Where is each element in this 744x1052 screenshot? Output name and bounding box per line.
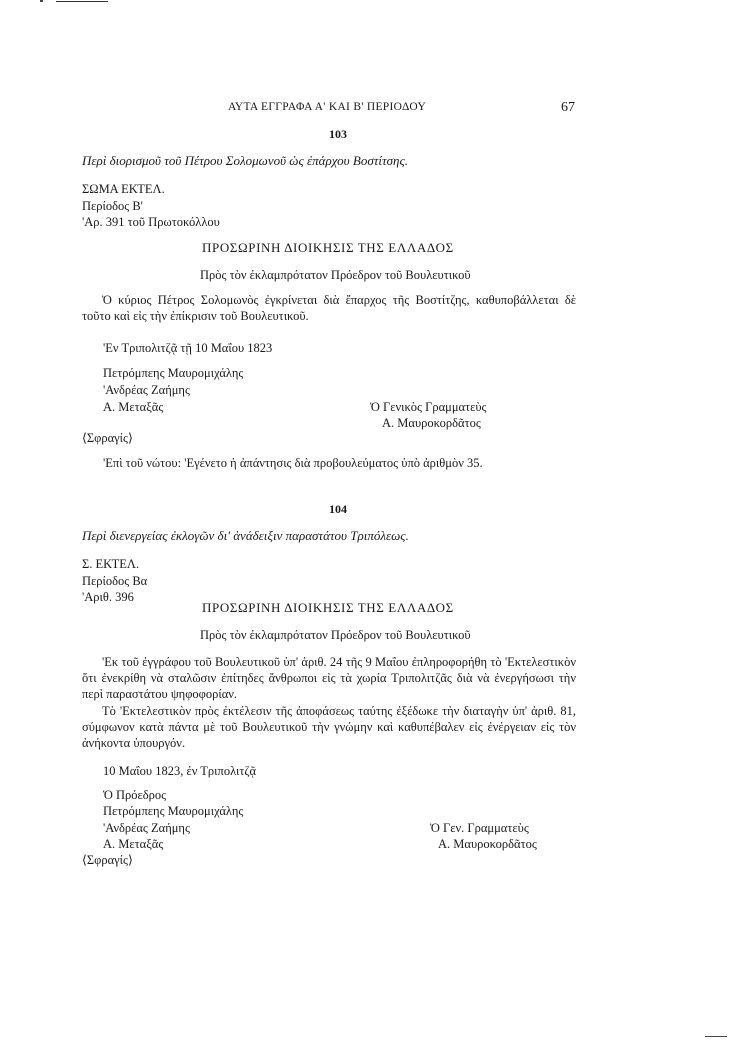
signatory: 'Ανδρέας Ζαήμης (103, 821, 190, 835)
document-number: 103 (329, 127, 347, 141)
issuing-authority: ΠΡΟΣΩΡΙΝΗ ΔΙΟΙΚΗΣΙΣ ΤΗΣ ΕΛΛΑΔΟΣ (202, 600, 454, 615)
running-header: ΑΥΤΑ ΕΓΓΡΑΦΑ Α' ΚΑΙ Β' ΠΕΡΙΟΔΟΥ (228, 101, 427, 113)
document-title: Περὶ διορισμοῦ τοῦ Πέτρου Σολομωνοῦ ὡς ἐπάρχου Βοστίτσης. (82, 153, 409, 168)
scan-artifact (40, 0, 43, 2)
signatory: 'Ανδρέας Ζαήμης (103, 383, 190, 397)
document-title: Περὶ διενεργείας ἐκλογῶν δι' ἀνάδειξιν παραστάτου Τριπόλεως. (82, 528, 409, 543)
seal-note: ⟨Σφραγίς⟩ (82, 431, 133, 445)
addressee: Πρὸς τὸν ἐκλαμπρότατον Πρόεδρον τοῦ Βουλευτικοῦ (200, 628, 471, 642)
president-title: Ὁ Πρόεδρος (103, 788, 167, 802)
secretary-name: Α. Μαυροκορδᾶτος (382, 416, 481, 430)
reference-line: Σ. ΕΚΤΕΛ. (82, 557, 140, 571)
document-date: 'Εν Τριπολιτζᾷ τῇ 10 Μαΐου 1823 (103, 341, 273, 355)
reference-line: 'Αριθ. 396 (82, 590, 134, 604)
signatory: Πετρόμπεης Μαυρομιχάλης (103, 366, 244, 380)
reference-line: 'Αρ. 391 τοῦ Πρωτοκόλλου (82, 215, 220, 229)
body-paragraph (82, 703, 576, 751)
signatory: Α. Μεταξᾶς (103, 837, 164, 851)
seal-note: ⟨Σφραγίς⟩ (82, 853, 133, 867)
reference-line: Περίοδος Βα (82, 574, 148, 588)
signatory: Πετρόμπεης Μαυρομιχάλης (103, 804, 244, 818)
page-number: 67 (561, 100, 575, 115)
scan-artifact (705, 1036, 727, 1037)
body-text: 'Εκ τοῦ ἐγγράφου τοῦ Βουλευτικοῦ ὑπ' ἀριθ. 24 τῆς 9 Μαΐου ἐπληροφορήθη τὸ 'Εκτελεστικὸν ὅτι ἐνεκρίθη νὰ σταλῶσιν ἐπίτηδες ἄνθρωποι εἰς τὰ χωρία Τριπολιτζᾶς διὰ νὰ ἐνεργήσωσι τὴν περὶ παραστάτου ψηφοφορίαν. (82, 655, 576, 701)
addressee: Πρὸς τὸν ἐκλαμπρότατον Πρόεδρον τοῦ Βουλευτικοῦ (200, 268, 471, 282)
secretary-title: Ὁ Γενικὸς Γραμματεὺς (370, 400, 487, 414)
body-paragraph (82, 654, 576, 702)
body-paragraph (82, 292, 576, 324)
reference-line: ΣΩΜΑ ΕΚΤΕΛ. (82, 182, 165, 196)
issuing-authority: ΠΡΟΣΩΡΙΝΗ ΔΙΟΙΚΗΣΙΣ ΤΗΣ ΕΛΛΑΔΟΣ (202, 240, 454, 255)
body-text: Τὸ 'Εκτελεστικὸν πρὸς ἐκτέλεσιν τῆς ἀποφάσεως ταύτης ἐξέδωκε τὴν διαταγὴν ὑπ' ἀριθ. 81, σύμφωνον κατὰ πάντα μὲ τοῦ Βουλευτικοῦ τὴν γνώμην καὶ καθυπέβαλεν εἰς ἐνέργειαν εἰς τὸν ἀνήκοντα ὑπουργόν. (82, 704, 576, 750)
body-text: Ὁ κύριος Πέτρος Σολομωνὸς ἐγκρίνεται διὰ ἔπαρχος τῆς Βοστίτζης, καθυποβάλλεται δὲ τοῦτο καὶ εἰς τὴν ἐπίκρισιν τοῦ Βουλευτικοῦ. (82, 293, 576, 323)
secretary-name: Α. Μαυροκορδᾶτος (438, 837, 537, 851)
reference-line: Περίοδος Β' (82, 199, 143, 213)
endorsement-note: 'Επὶ τοῦ νώτου: 'Εγένετο ἡ ἀπάντησις διὰ προβουλεύματος ὑπὸ ἀριθμὸν 35. (103, 456, 483, 470)
document-number: 104 (329, 502, 347, 516)
scan-artifact (56, 1, 108, 2)
document-date: 10 Μαΐου 1823, ἐν Τριπολιτζᾷ (103, 764, 257, 778)
signatory: Α. Μεταξᾶς (103, 400, 164, 414)
secretary-title: Ὁ Γεν. Γραμματεὺς (430, 821, 529, 835)
